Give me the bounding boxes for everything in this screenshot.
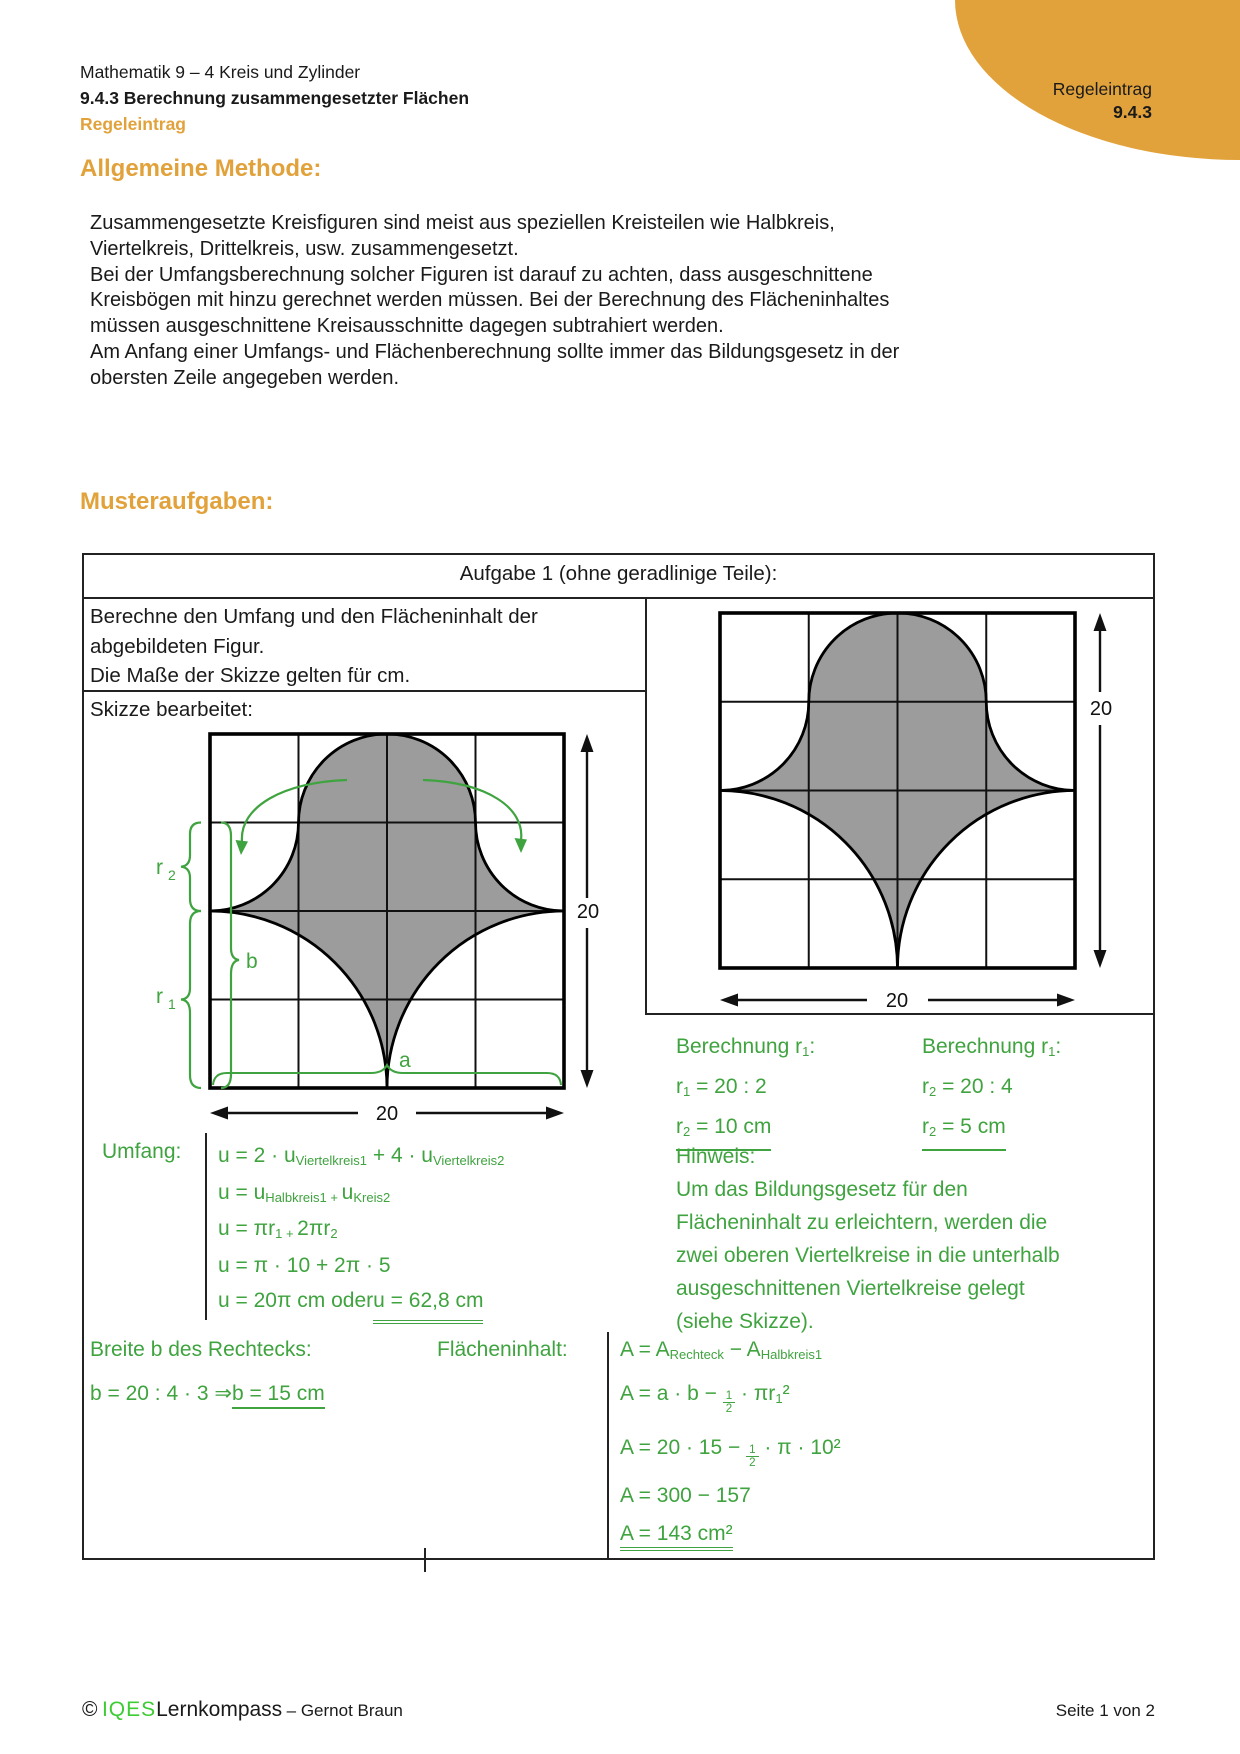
calc-title: Berechnung r1:	[922, 1035, 1062, 1059]
grid-lines	[720, 613, 1075, 968]
umfang-line: u = π · 10 + 2π · 5	[218, 1254, 391, 1278]
paragraph-line: Zusammengesetzte Kreisfiguren sind meist aus speziellen Kreisteilen wie Halbkreis,	[90, 212, 835, 234]
calc-result: r2 = 5 cm	[922, 1108, 1061, 1151]
r1-brace	[181, 911, 201, 1088]
umfang-line: u = uHalbkreis1 + uKreis2	[218, 1180, 391, 1205]
dim-label-vertical: 20	[1089, 698, 1113, 720]
calc-line: r1 = 20 : 2	[676, 1075, 767, 1099]
paragraph-line: Kreisbögen mit hinzu gerechnet werden müssen. Bei der Berechnung des Flächeninhaltes	[90, 289, 890, 312]
flaeche-line: A = 20 · 15 − $\frac{1}{2}$ · π · 10²	[620, 1436, 841, 1469]
arrowhead-down	[581, 1070, 594, 1088]
flaeche-line: A = a · b − $\frac{1}{2}$ · πr1²	[620, 1382, 790, 1415]
r1-label-sub: 1	[168, 996, 176, 1012]
logo-lernkompass: Lernkompass	[156, 1698, 283, 1721]
calc-title: Berechnung r1:	[676, 1035, 816, 1059]
badge-title: Regeleintrag	[1052, 79, 1152, 99]
b-label: b	[246, 950, 258, 973]
footer-left	[82, 1698, 403, 1722]
bottom-border-tick	[424, 1548, 426, 1572]
paragraph-line: obersten Zeile angegeben werden.	[90, 366, 400, 389]
task-text	[90, 602, 538, 691]
paragraph-line: Viertelkreis, Drittelkreis, usw. zusammengesetzt.	[90, 237, 519, 260]
radius-calc-column-1	[676, 1028, 815, 1151]
hinweis-line: zwei oberen Viertelkreise in die unterhalb	[676, 1244, 1060, 1267]
flaeche-line: A = 300 − 157	[620, 1484, 751, 1507]
hinweis-line: ausgeschnittenen Viertelkreise gelegt	[676, 1277, 1025, 1300]
b-bracket	[221, 823, 239, 1089]
hinweis-line: Um das Bildungsgesetz für den	[676, 1178, 968, 1201]
task-line: Die Maße der Skizze gelten für cm.	[90, 664, 411, 687]
flaeche-result: A = 143 cm²	[620, 1522, 733, 1551]
copyright-icon: ©	[82, 1698, 98, 1721]
a-label: a	[399, 1049, 411, 1072]
umfang-label: Umfang:	[102, 1140, 182, 1163]
hinweis-line: (siehe Skizze).	[676, 1310, 814, 1333]
flaeche-separator-bar	[607, 1332, 609, 1560]
arrowhead-up	[1094, 613, 1107, 631]
umfang-line: u = 20π cm oderu = 62,8 cm	[218, 1284, 504, 1324]
section-title-samples: Musteraufgaben:	[80, 488, 274, 515]
badge-code: 9.4.3	[1113, 102, 1152, 122]
header-course: Mathematik 9 – 4 Kreis und Zylinder	[80, 62, 361, 82]
logo-iqes: IQES	[101, 1698, 157, 1721]
hinweis-block	[676, 1140, 1060, 1338]
footer-page-number: Seite 1 von 2	[1055, 1701, 1155, 1720]
umfang-line: u = πr1 + 2πr2	[218, 1217, 338, 1242]
task-title: Aufgabe 1 (ohne geradlinige Teile):	[459, 562, 778, 585]
footer-author: – Gernot Braun	[286, 1701, 403, 1720]
calc-result: r2 = 10 cm	[676, 1108, 815, 1151]
umfang-calculation	[218, 1139, 504, 1324]
r2-brace	[181, 823, 201, 912]
flaeche-line: A = ARechteck − AHalbkreis1	[620, 1338, 823, 1362]
arrowhead-left	[210, 1107, 228, 1120]
dim-label-vertical: 20	[576, 901, 600, 923]
grid-lines	[210, 734, 564, 1088]
radius-calc-column-2	[922, 1028, 1061, 1151]
calc-line: r2 = 20 : 4	[922, 1075, 1013, 1099]
arrowhead-right	[546, 1107, 564, 1120]
header-chapter: 9.4.3 Berechnung zusammengesetzter Flächen	[80, 88, 470, 108]
flaeche-label: Flächeninhalt:	[437, 1338, 568, 1361]
paragraph-line: Bei der Umfangsberechnung solcher Figuren ist darauf zu achten, dass ausgeschnittene	[90, 263, 873, 286]
sketch-label: Skizze bearbeitet:	[90, 698, 253, 721]
dim-label-horizontal: 20	[375, 1103, 399, 1125]
hinweis-line: Flächeninhalt zu erleichtern, werden die	[676, 1211, 1048, 1234]
breite-title: Breite b des Rechtecks:	[90, 1338, 312, 1361]
umfang-line: u = 2 · uViertelkreis1 + 4 · uViertelkreis2	[218, 1144, 505, 1168]
umfang-separator-bar	[205, 1133, 207, 1320]
task-line: Berechne den Umfang und den Flächeninhalt der	[90, 605, 538, 628]
dim-label-horizontal: 20	[885, 990, 909, 1012]
paragraph-line: Am Anfang einer Umfangs- und Flächenberechnung sollte immer das Bildungsgesetz in der	[90, 340, 900, 363]
sketch-figure-annotated	[115, 722, 620, 1134]
section-title-method: Allgemeine Methode:	[80, 155, 322, 182]
r2-label: r	[156, 856, 163, 879]
arrowhead-green-right	[515, 838, 528, 853]
task-figure	[645, 592, 1155, 1022]
arrowhead-right	[1057, 994, 1075, 1007]
arrowhead-green-left	[236, 840, 249, 855]
breite-line: b = 20 : 4 · 3 ⇒b = 15 cm	[90, 1381, 325, 1409]
method-paragraph	[90, 211, 899, 392]
task-line: abgebildeten Figur.	[90, 634, 265, 658]
arrowhead-up	[581, 734, 594, 752]
r1-label: r	[156, 985, 163, 1008]
header-type: Regeleintrag	[80, 114, 186, 134]
paragraph-line: müssen ausgeschnittene Kreisausschnitte dagegen subtrahiert werden.	[90, 315, 724, 338]
arrowhead-left	[720, 994, 738, 1007]
hinweis-line: Hinweis:	[676, 1145, 756, 1168]
r2-label-sub: 2	[168, 867, 176, 883]
arrowhead-down	[1094, 950, 1107, 968]
